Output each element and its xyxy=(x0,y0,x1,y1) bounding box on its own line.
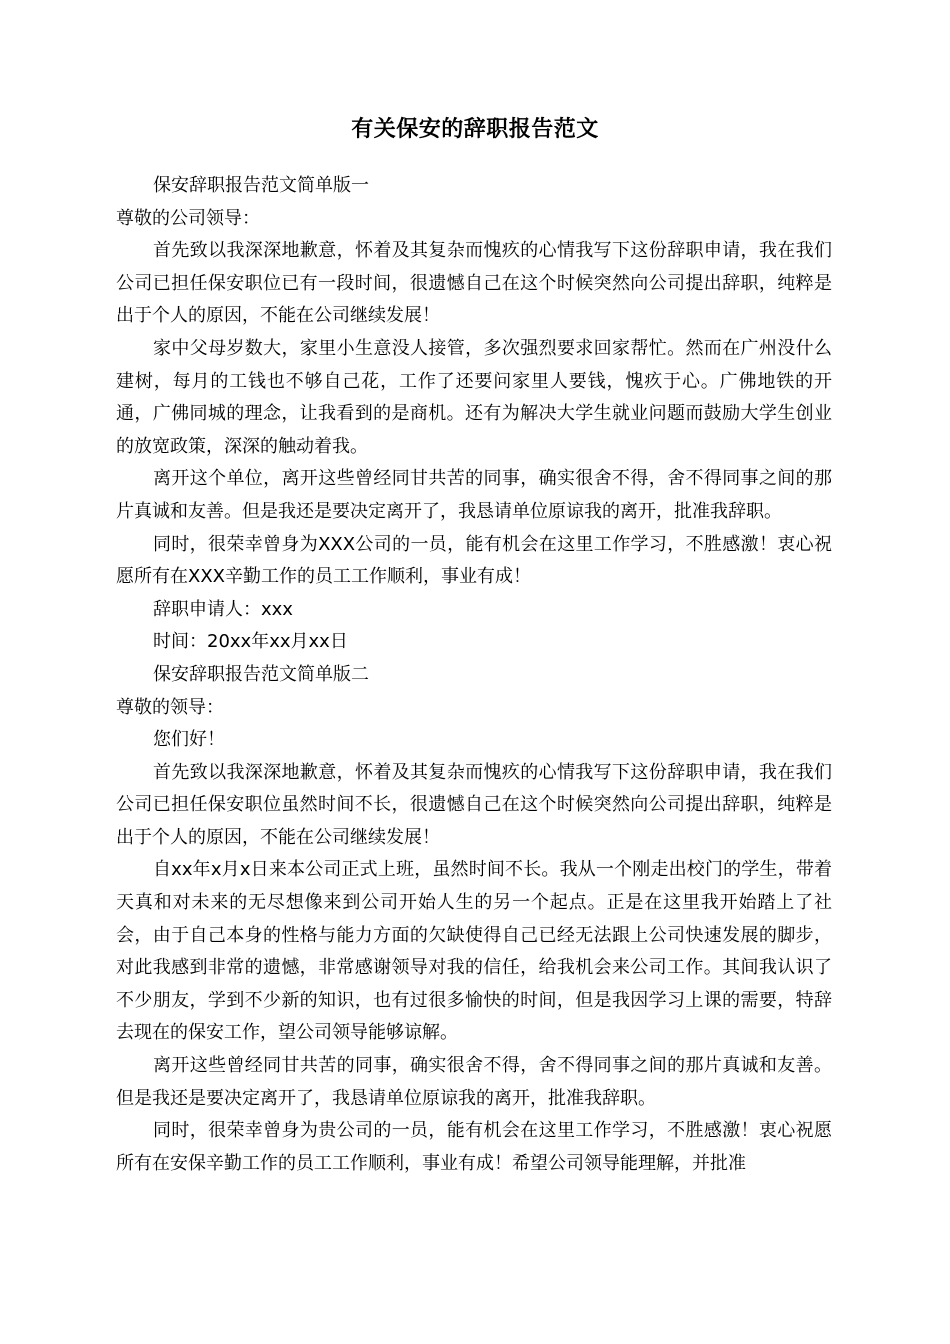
section-heading-version-two: 保安辞职报告范文简单版二 xyxy=(153,663,369,685)
salutation-leaders: 尊敬的领导： xyxy=(116,696,224,718)
paragraph: 离开这个单位，离开这些曾经同甘共苦的同事，确实很舍不得，舍不得同事之间的那片真诚和友善。但是我还是要决定离开了，我恳请单位原谅我的离开，批准我辞职。 xyxy=(116,468,832,522)
paragraph: 首先致以我深深地歉意，怀着及其复杂而愧疚的心情我写下这份辞职申请，我在我们公司已担任保安职位已有一段时间，很遗憾自己在这个时候突然向公司提出辞职，纯粹是出于个人的原因，不能在公司继续发展！ xyxy=(116,240,832,327)
document-body xyxy=(116,170,832,1180)
greeting: 您们好！ xyxy=(153,729,225,751)
salutation-company-leaders: 尊敬的公司领导： xyxy=(116,207,260,229)
paragraph: 自xx年x月x日来本公司正式上班，虽然时间不长。我从一个刚走出校门的学生，带着天真和对未来的无尽想像来到公司开始人生的另一个起点。正是在这里我开始踏上了社会，由于自己本身的性格与能力方面的欠缺使得自己已经无法跟上公司快速发展的脚步，对此我感到非常的遗憾，非常感谢领导对我的信任，给我机会来公司工作。其间我认识了不少朋友，学到不少新的知识，也有过很多愉快的时间，但是我因学习上课的需要，特辞去现在的保安工作，望公司领导能够谅解。 xyxy=(116,859,832,1044)
applicant-line: 辞职申请人：xxx xyxy=(153,598,293,620)
date-line: 时间：20xx年xx月xx日 xyxy=(153,631,348,653)
paragraph: 家中父母岁数大，家里小生意没人接管，多次强烈要求回家帮忙。然而在广州没什么建树，每月的工钱也不够自己花，工作了还要问家里人要钱，愧疚于心。广佛地铁的开通，广佛同城的理念，让我看到的是商机。还有为解决大学生就业问题而鼓励大学生创业的放宽政策，深深的触动着我。 xyxy=(116,337,832,457)
paragraph: 同时，很荣幸曾身为贵公司的一员，能有机会在这里工作学习，不胜感激！衷心祝愿所有在安保辛勤工作的员工工作顺利，事业有成！希望公司领导能理解，并批准 xyxy=(116,1120,832,1174)
paragraph: 同时，很荣幸曾身为XXX公司的一员，能有机会在这里工作学习，不胜感激！衷心祝愿所有在XXX辛勤工作的员工工作顺利，事业有成！ xyxy=(116,533,832,588)
paragraph: 离开这些曾经同甘共苦的同事，确实很舍不得，舍不得同事之间的那片真诚和友善。 但是我还是要决定离开了，我恳请单位原谅我的离开，批准我辞职。 xyxy=(116,1055,832,1109)
paragraph: 首先致以我深深地歉意，怀着及其复杂而愧疚的心情我写下这份辞职申请，我在我们公司已担任保安职位虽然时间不长，很遗憾自己在这个时候突然向公司提出辞职，纯粹是出于个人的原因，不能在公司继续发展！ xyxy=(116,761,832,848)
document-title: 有关保安的辞职报告范文 xyxy=(351,117,599,142)
section-heading-version-one: 保安辞职报告范文简单版一 xyxy=(153,175,369,196)
